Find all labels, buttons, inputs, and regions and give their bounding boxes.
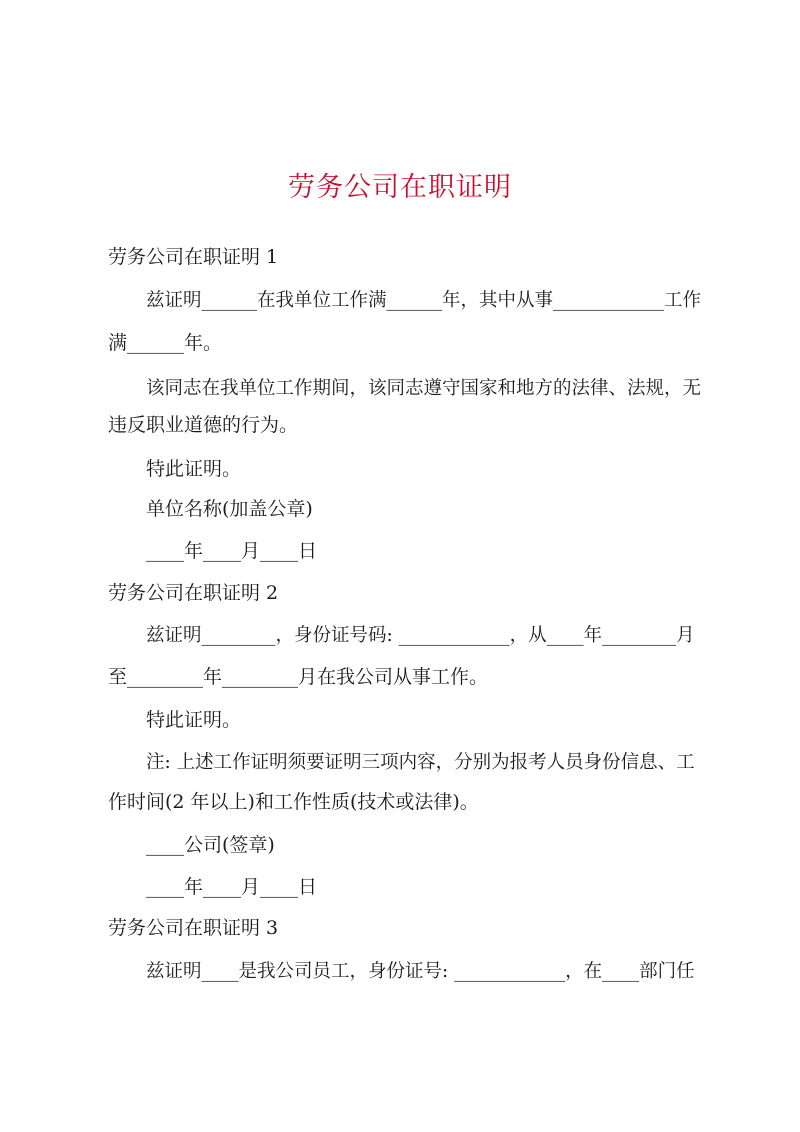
document-title: 劳务公司在职证明 (288, 172, 512, 203)
section2-date: ____年____月____日 (146, 876, 318, 898)
section1-paragraph1-line2: 满______年。 (108, 332, 223, 354)
section1-paragraph2-line1: 该同志在我单位工作期间，该同志遵守国家和地方的法律、法规，无 (146, 378, 702, 399)
section1-heading: 劳务公司在职证明 1 (108, 246, 279, 268)
section2-note-line1: 注: 上述工作证明须要证明三项内容，分别为报考人员身份信息、工 (146, 752, 695, 773)
section3-paragraph1-line1: 兹证明____是我公司员工，身份证号: ____________，在____部门任 (146, 961, 695, 982)
section1-paragraph1-line1: 兹证明______在我单位工作满______年，其中从事____________工作 (146, 290, 702, 311)
section1-company-seal: 单位名称(加盖公章) (146, 498, 313, 520)
section1-paragraph2-line2: 违反职业道德的行为。 (108, 414, 299, 436)
section2-company-signature: ____公司(签章) (146, 834, 275, 856)
section2-certify-text: 特此证明。 (146, 709, 242, 731)
section2-paragraph1-line1: 兹证明________，身份证号码: ____________，从____年________月 (146, 625, 695, 646)
section3-heading: 劳务公司在职证明 3 (108, 917, 279, 939)
section2-heading: 劳务公司在职证明 2 (108, 582, 279, 604)
section2-note-line2: 作时间(2 年以上)和工作性质(技术或法律)。 (108, 791, 479, 813)
section1-certify-text: 特此证明。 (146, 458, 242, 480)
section1-date: ____年____月____日 (146, 540, 318, 562)
section2-paragraph1-line2: 至________年________月在我公司从事工作。 (108, 666, 489, 688)
